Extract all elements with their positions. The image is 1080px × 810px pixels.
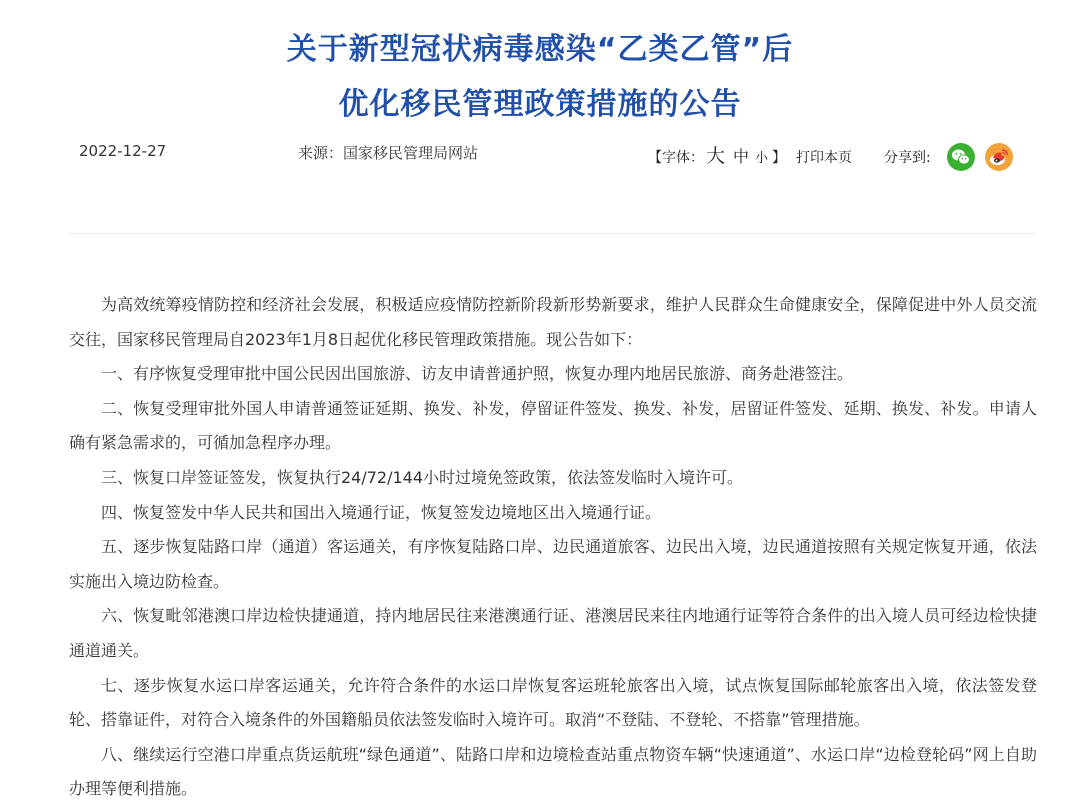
share-bar	[884, 143, 1013, 171]
share-label: 分享到:	[884, 150, 931, 166]
article-title-line2: 优化移民管理政策措施的公告	[338, 87, 742, 122]
article-body	[69, 288, 1037, 807]
paragraph-item-8: 八、继续运行空港口岸重点货运航班“绿色通道”、陆路口岸和边境检查站重点物资车辆“快速通道”、水运口岸“边检登轮码”网上自助办理等便利措施。	[69, 744, 1037, 799]
font-size-medium-button[interactable]: 中	[733, 147, 750, 166]
publish-date: 2022-12-27	[79, 142, 167, 160]
print-page-link[interactable]: 打印本页	[796, 150, 853, 166]
paragraph-item-5: 五、逐步恢复陆路口岸（通道）客运通关，有序恢复陆路口岸、边民通道旅客、边民出入境，边民通道按照有关规定恢复开通，依法实施出入境边防检查。	[69, 537, 1037, 591]
paragraph-item-4: 四、恢复签发中华人民共和国出入境通行证，恢复签发边境地区出入境通行证。	[101, 502, 662, 522]
weibo-icon	[985, 143, 1013, 171]
paragraph-intro: 为高效统筹疫情防控和经济社会发展，积极适应疫情防控新阶段新形势新要求，维护人民群众生命健康安全，保障促进中外人员交流交往，国家移民管理局自2023年1月8日起优化移民管理政策措施。现公告如下：	[69, 295, 1037, 349]
font-size-controls	[648, 141, 852, 168]
paragraph-item-2: 二、恢复受理审批外国人申请普通签证延期、换发、补发，停留证件签发、换发、补发，居留证件签发、延期、换发、补发。申请人确有紧急需求的，可循加急程序办理。	[69, 398, 1037, 453]
font-size-small-button[interactable]: 小	[755, 151, 769, 166]
font-size-prefix: 【字体：	[648, 150, 704, 166]
weibo-share-icon[interactable]	[985, 143, 1013, 171]
paragraph-item-1: 一、有序恢复受理审批中国公民因出国旅游、访友申请普通护照，恢复办理内地居民旅游、商务赴港签注。	[101, 364, 854, 384]
article-source: 来源：国家移民管理局网站	[298, 144, 479, 162]
paragraph-item-3: 三、恢复口岸签证签发，恢复执行24/72/144小时过境免签政策，依法签发临时入境许可。	[101, 467, 744, 487]
font-size-large-button[interactable]: 大	[706, 145, 726, 167]
font-size-suffix: 】	[772, 150, 787, 166]
paragraph-item-7: 七、逐步恢复水运口岸客运通关，允许符合条件的水运口岸恢复客运班轮旅客出入境，试点恢复国际邮轮旅客出入境，依法签发登轮、搭靠证件，对符合入境条件的外国籍船员依法签发临时入境许可。取消“不登陆、不登轮、不搭靠”管理措施。	[69, 675, 1037, 730]
wechat-icon	[947, 143, 975, 171]
paragraph-item-6: 六、恢复毗邻港澳口岸边检快捷通道，持内地居民往来港澳通行证、港澳居民来往内地通行证等符合条件的出入境人员可经边检快捷通道通关。	[69, 606, 1037, 660]
article-title-line1: 关于新型冠状病毒感染“乙类乙管”后	[286, 32, 794, 67]
header-divider	[68, 233, 1036, 234]
wechat-share-icon[interactable]	[947, 143, 975, 171]
